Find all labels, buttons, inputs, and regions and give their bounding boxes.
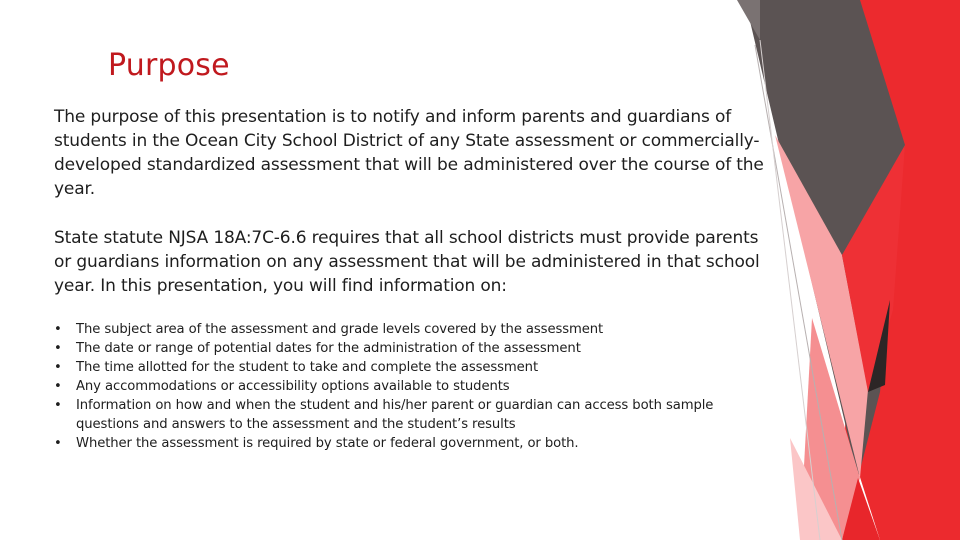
bullet-icon: • xyxy=(54,360,62,375)
list-item-text: Any accommodations or accessibility options available to students xyxy=(76,379,510,394)
list-item-text: Information on how and when the student and his/her parent or guardian can access both sample questions and answers to the assessment and the student’s results xyxy=(76,398,714,432)
bullet-icon: • xyxy=(54,322,62,337)
list-item xyxy=(54,339,744,358)
purpose-paragraph: The purpose of this presentation is to notify and inform parents and guardians of students in the Ocean City School District of any State assessment or commercially-developed standardized assessment that will be administered over the course of the year. xyxy=(54,107,764,199)
page-title: Purpose xyxy=(108,48,230,83)
list-item xyxy=(54,320,744,339)
list-item-text: The subject area of the assessment and grade levels covered by the assessment xyxy=(76,322,604,337)
statute-paragraph: State statute NJSA 18A:7C-6.6 requires that all school districts must provide parents or guardians information on any assessment that will be administered in that school year. In this presentation, you will find information on: xyxy=(54,228,760,296)
list-item xyxy=(54,396,744,434)
list-item xyxy=(54,377,744,396)
list-item-text: The time allotted for the student to take and complete the assessment xyxy=(76,360,539,375)
list-item-text: Whether the assessment is required by state or federal government, or both. xyxy=(76,436,579,451)
list-item xyxy=(54,358,744,377)
list-item-text: The date or range of potential dates for the administration of the assessment xyxy=(76,341,581,356)
bullet-icon: • xyxy=(54,436,62,451)
bullet-icon: • xyxy=(54,341,62,356)
bullet-icon: • xyxy=(54,379,62,394)
list-item xyxy=(54,434,744,453)
information-list xyxy=(54,320,744,453)
bullet-icon: • xyxy=(54,398,62,413)
